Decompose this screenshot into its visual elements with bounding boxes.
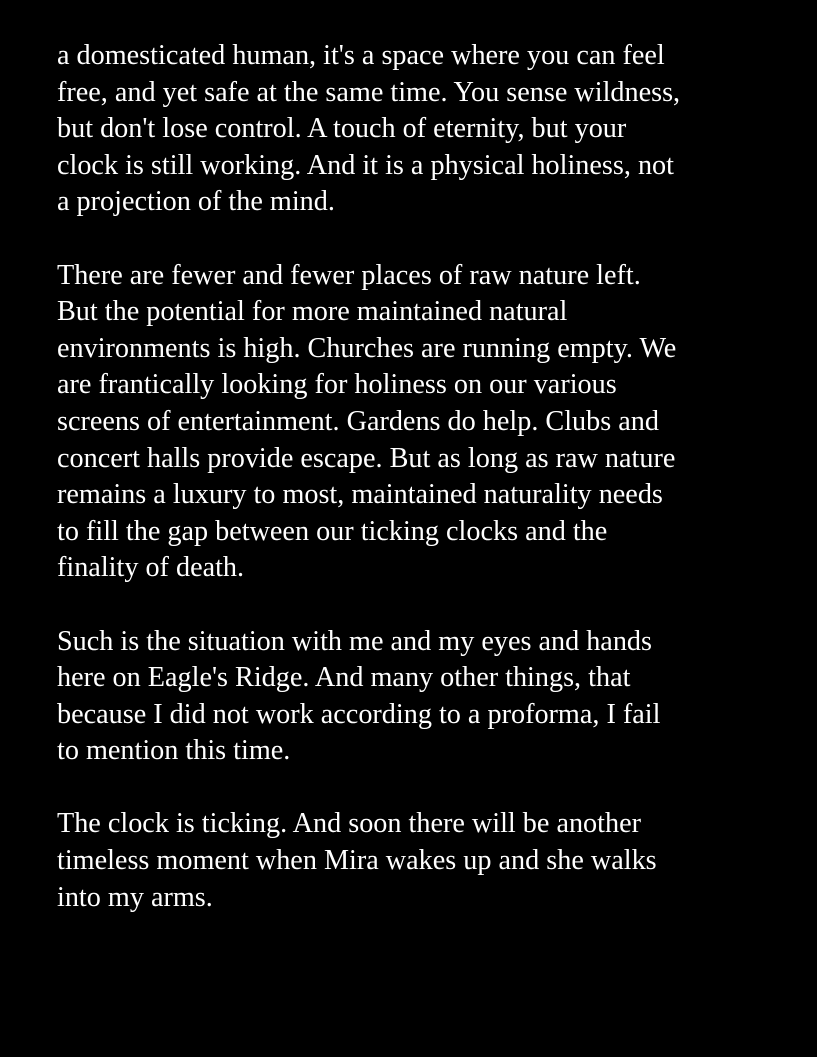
text-line: clock is still working. And it is a physical holiness, not: [57, 149, 674, 181]
text-line: into my arms.: [57, 881, 213, 913]
text-line: are frantically looking for holiness on our various: [57, 369, 617, 401]
text-line: to fill the gap between our ticking clocks and the: [57, 515, 608, 547]
text-line: screens of entertainment. Gardens do help. Clubs and: [57, 405, 659, 437]
paragraph-4: [57, 806, 797, 916]
text-line: concert halls provide escape. But as long as raw nature: [57, 442, 676, 474]
text-line: But the potential for more maintained natural: [57, 296, 568, 328]
paragraph-3: [57, 624, 797, 770]
text-line: The clock is ticking. And soon there will be another: [57, 808, 641, 840]
text-line: environments is high. Churches are running empty. We: [57, 332, 677, 364]
text-line: finality of death.: [57, 552, 245, 584]
text-line: here on Eagle's Ridge. And many other things, that: [57, 662, 631, 694]
text-line: There are fewer and fewer places of raw nature left.: [57, 259, 641, 291]
text-line: free, and yet safe at the same time. You sense wildness,: [57, 76, 681, 108]
body-text: [57, 38, 797, 953]
text-line: a projection of the mind.: [57, 186, 335, 218]
text-line: timeless moment when Mira wakes up and she walks: [57, 845, 657, 877]
text-line: a domesticated human, it's a space where you can feel: [57, 40, 665, 71]
paragraph-2: [57, 258, 797, 587]
text-line: but don't lose control. A touch of eternity, but your: [57, 113, 627, 145]
text-line: because I did not work according to a proforma, I fail: [57, 698, 661, 730]
text-line: to mention this time.: [57, 735, 291, 767]
text-line: Such is the situation with me and my eyes and hands: [57, 625, 652, 657]
text-line: remains a luxury to most, maintained naturality needs: [57, 479, 663, 511]
paragraph-1: [57, 38, 797, 221]
